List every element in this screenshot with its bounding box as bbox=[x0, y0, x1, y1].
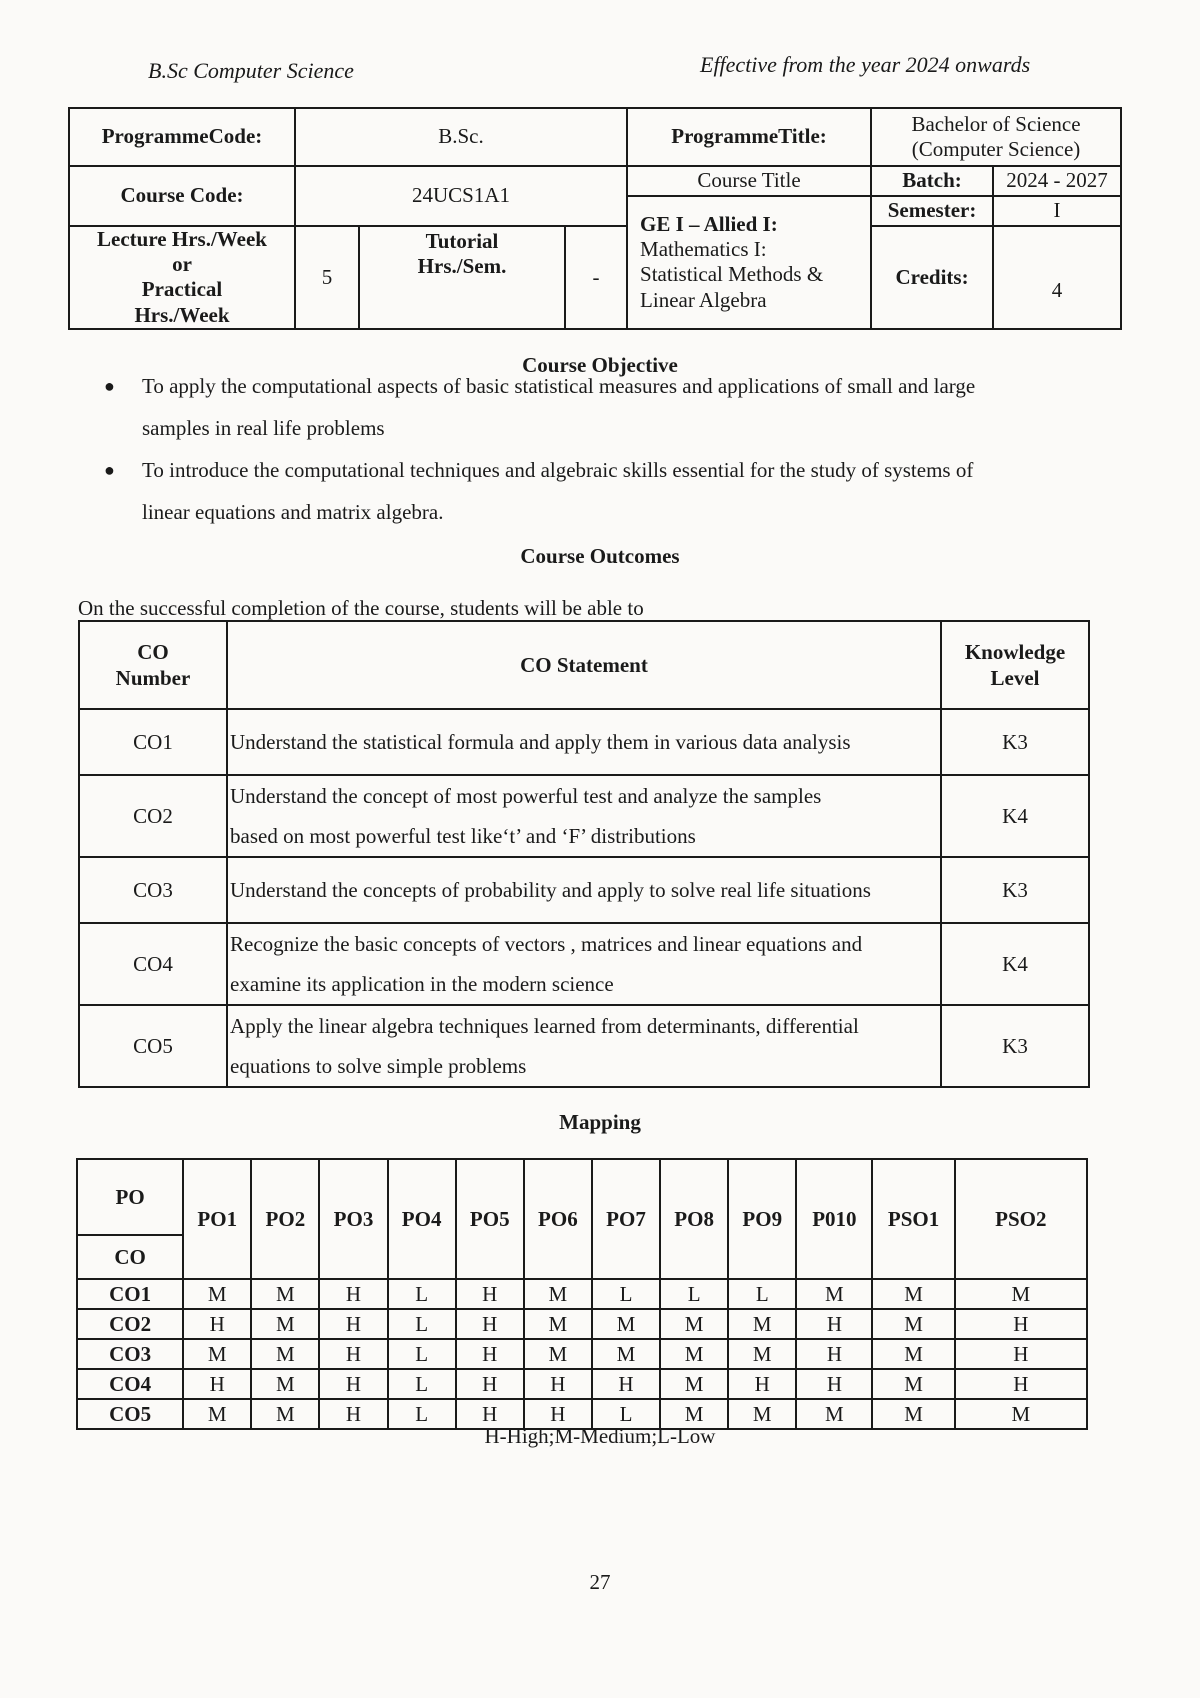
programme-code-label: ProgrammeCode: bbox=[69, 108, 295, 166]
mapping-cell: M bbox=[524, 1309, 592, 1339]
mapping-cell: M bbox=[728, 1339, 796, 1369]
mapping-cell: M bbox=[251, 1369, 319, 1399]
po-column-header: PO4 bbox=[388, 1159, 456, 1279]
mapping-cell: M bbox=[251, 1339, 319, 1369]
mapping-cell: M bbox=[872, 1279, 954, 1309]
mapping-cell: L bbox=[592, 1279, 660, 1309]
co-number: CO1 bbox=[79, 709, 227, 775]
po-column-header: PO9 bbox=[728, 1159, 796, 1279]
table-row bbox=[77, 1279, 1087, 1309]
co-number-header: CO Number bbox=[79, 621, 227, 709]
mapping-cell: H bbox=[319, 1369, 387, 1399]
lecture-hours-label: Lecture Hrs./Week or Practical Hrs./Week bbox=[69, 226, 295, 329]
lecture-hours-value: 5 bbox=[295, 226, 359, 329]
co-statement: Understand the concept of most powerful test and analyze the samples based on most powerful test like‘t’ and ‘F’ distributions bbox=[227, 775, 941, 857]
mapping-cell: M bbox=[728, 1309, 796, 1339]
table-row bbox=[77, 1309, 1087, 1339]
mapping-title: Mapping bbox=[559, 1110, 641, 1134]
po-column-header: PO3 bbox=[319, 1159, 387, 1279]
mapping-cell: M bbox=[660, 1399, 728, 1429]
mapping-cell: M bbox=[955, 1399, 1087, 1429]
mapping-cell: H bbox=[592, 1369, 660, 1399]
batch-value: 2024 - 2027 bbox=[993, 166, 1121, 196]
mapping-cell: M bbox=[251, 1399, 319, 1429]
mapping-cell: M bbox=[183, 1399, 251, 1429]
mapping-cell: H bbox=[456, 1369, 524, 1399]
po-column-header: P010 bbox=[796, 1159, 872, 1279]
co-row-label: CO2 bbox=[77, 1309, 183, 1339]
mapping-cell: L bbox=[388, 1369, 456, 1399]
mapping-cell: M bbox=[955, 1279, 1087, 1309]
co-number: CO4 bbox=[79, 923, 227, 1005]
mapping-table bbox=[76, 1158, 1088, 1430]
list-item: ● To apply the computational aspects of basic statistical measures and applications of small and large samples in real life problems bbox=[100, 365, 1100, 449]
course-objective-title: Course Objective bbox=[522, 353, 678, 377]
course-outcomes-table bbox=[78, 620, 1090, 1088]
knowledge-level-header: Knowledge Level bbox=[941, 621, 1089, 709]
mapping-cell: M bbox=[796, 1399, 872, 1429]
mapping-cell: M bbox=[660, 1369, 728, 1399]
po-column-header: PO7 bbox=[592, 1159, 660, 1279]
list-item: ● To introduce the computational techniques and algebraic skills essential for the study of systems of linear equations and matrix algebra. bbox=[100, 449, 1100, 533]
co-header-label: CO bbox=[77, 1235, 183, 1279]
pso-column-header: PSO2 bbox=[955, 1159, 1087, 1279]
mapping-cell: H bbox=[796, 1369, 872, 1399]
mapping-cell: L bbox=[388, 1279, 456, 1309]
mapping-cell: M bbox=[592, 1309, 660, 1339]
bullet-icon: ● bbox=[104, 460, 115, 480]
mapping-cell: M bbox=[872, 1309, 954, 1339]
knowledge-level: K4 bbox=[941, 923, 1089, 1005]
mapping-cell: M bbox=[183, 1279, 251, 1309]
course-info-table bbox=[68, 107, 1122, 330]
co-statement: Recognize the basic concepts of vectors , matrices and linear equations and examine its application in the modern science bbox=[227, 923, 941, 1005]
mapping-cell: H bbox=[456, 1279, 524, 1309]
mapping-cell: H bbox=[183, 1369, 251, 1399]
course-code-label: Course Code: bbox=[69, 166, 295, 226]
credits-label: Credits: bbox=[871, 226, 993, 329]
objective-list bbox=[100, 365, 1100, 533]
co-row-label: CO3 bbox=[77, 1339, 183, 1369]
header-effective-year: Effective from the year 2024 onwards bbox=[700, 52, 1031, 77]
mapping-cell: H bbox=[456, 1339, 524, 1369]
mapping-cell: H bbox=[319, 1339, 387, 1369]
programme-code-value: B.Sc. bbox=[295, 108, 627, 166]
knowledge-level: K3 bbox=[941, 709, 1089, 775]
knowledge-level: K4 bbox=[941, 775, 1089, 857]
po-column-header: PO8 bbox=[660, 1159, 728, 1279]
mapping-cell: L bbox=[592, 1399, 660, 1429]
mapping-cell: L bbox=[388, 1399, 456, 1429]
semester-value: I bbox=[993, 196, 1121, 226]
header-programme: B.Sc Computer Science bbox=[148, 58, 354, 83]
po-column-header: PO6 bbox=[524, 1159, 592, 1279]
table-row bbox=[79, 1005, 1089, 1087]
knowledge-level: K3 bbox=[941, 1005, 1089, 1087]
bullet-icon: ● bbox=[104, 376, 115, 396]
mapping-cell: H bbox=[955, 1339, 1087, 1369]
mapping-cell: H bbox=[955, 1369, 1087, 1399]
co-statement: Apply the linear algebra techniques learned from determinants, differential equations to solve simple problems bbox=[227, 1005, 941, 1087]
outcomes-intro: On the successful completion of the course, students will be able to bbox=[78, 596, 644, 620]
co-number: CO5 bbox=[79, 1005, 227, 1087]
co-row-label: CO5 bbox=[77, 1399, 183, 1429]
mapping-cell: H bbox=[456, 1399, 524, 1429]
batch-label: Batch: bbox=[871, 166, 993, 196]
mapping-cell: H bbox=[319, 1279, 387, 1309]
mapping-cell: H bbox=[796, 1339, 872, 1369]
po-column-header: PO5 bbox=[456, 1159, 524, 1279]
co-row-label: CO4 bbox=[77, 1369, 183, 1399]
mapping-cell: M bbox=[872, 1339, 954, 1369]
mapping-cell: L bbox=[660, 1279, 728, 1309]
knowledge-level: K3 bbox=[941, 857, 1089, 923]
table-row bbox=[79, 857, 1089, 923]
mapping-cell: H bbox=[955, 1309, 1087, 1339]
mapping-cell: H bbox=[524, 1369, 592, 1399]
course-outcomes-title: Course Outcomes bbox=[520, 544, 680, 568]
mapping-cell: L bbox=[388, 1309, 456, 1339]
course-code-value: 24UCS1A1 bbox=[295, 166, 627, 226]
mapping-legend: H-High;M-Medium;L-Low bbox=[484, 1424, 716, 1448]
co-statement: Understand the concepts of probability and apply to solve real life situations bbox=[227, 857, 941, 923]
mapping-cell: M bbox=[796, 1279, 872, 1309]
programme-title-value: Bachelor of Science (Computer Science) bbox=[871, 108, 1121, 166]
mapping-cell: L bbox=[728, 1279, 796, 1309]
table-row bbox=[77, 1369, 1087, 1399]
mapping-cell: M bbox=[524, 1279, 592, 1309]
table-row bbox=[79, 923, 1089, 1005]
pso-column-header: PSO1 bbox=[872, 1159, 954, 1279]
mapping-cell: H bbox=[319, 1309, 387, 1339]
po-header-label: PO bbox=[77, 1159, 183, 1235]
table-row bbox=[79, 709, 1089, 775]
mapping-cell: M bbox=[183, 1339, 251, 1369]
mapping-cell: M bbox=[660, 1309, 728, 1339]
co-number: CO2 bbox=[79, 775, 227, 857]
mapping-cell: H bbox=[183, 1309, 251, 1339]
table-row bbox=[77, 1339, 1087, 1369]
table-row bbox=[79, 775, 1089, 857]
tutorial-hours-label: Tutorial Hrs./Sem. bbox=[359, 226, 565, 329]
credits-value: 4 bbox=[993, 226, 1121, 329]
mapping-cell: M bbox=[872, 1369, 954, 1399]
course-title-label: Course Title bbox=[627, 166, 871, 196]
mapping-cell: M bbox=[728, 1399, 796, 1429]
co-row-label: CO1 bbox=[77, 1279, 183, 1309]
programme-title-label: ProgrammeTitle: bbox=[627, 108, 871, 166]
mapping-cell: M bbox=[251, 1309, 319, 1339]
co-number: CO3 bbox=[79, 857, 227, 923]
mapping-cell: M bbox=[524, 1339, 592, 1369]
mapping-cell: M bbox=[251, 1279, 319, 1309]
mapping-cell: H bbox=[796, 1309, 872, 1339]
mapping-cell: M bbox=[660, 1339, 728, 1369]
mapping-cell: H bbox=[456, 1309, 524, 1339]
course-title-value: GE I – Allied I: Mathematics I: Statistical Methods & Linear Algebra bbox=[627, 196, 871, 329]
page-number: 27 bbox=[589, 1570, 611, 1594]
po-column-header: PO2 bbox=[251, 1159, 319, 1279]
mapping-cell: M bbox=[592, 1339, 660, 1369]
co-statement-header: CO Statement bbox=[227, 621, 941, 709]
mapping-cell: H bbox=[524, 1399, 592, 1429]
mapping-cell: H bbox=[319, 1399, 387, 1429]
mapping-cell: H bbox=[728, 1369, 796, 1399]
tutorial-hours-value: - bbox=[565, 226, 627, 329]
co-statement: Understand the statistical formula and apply them in various data analysis bbox=[227, 709, 941, 775]
mapping-cell: M bbox=[872, 1399, 954, 1429]
po-column-header: PO1 bbox=[183, 1159, 251, 1279]
semester-label: Semester: bbox=[871, 196, 993, 226]
mapping-cell: L bbox=[388, 1339, 456, 1369]
